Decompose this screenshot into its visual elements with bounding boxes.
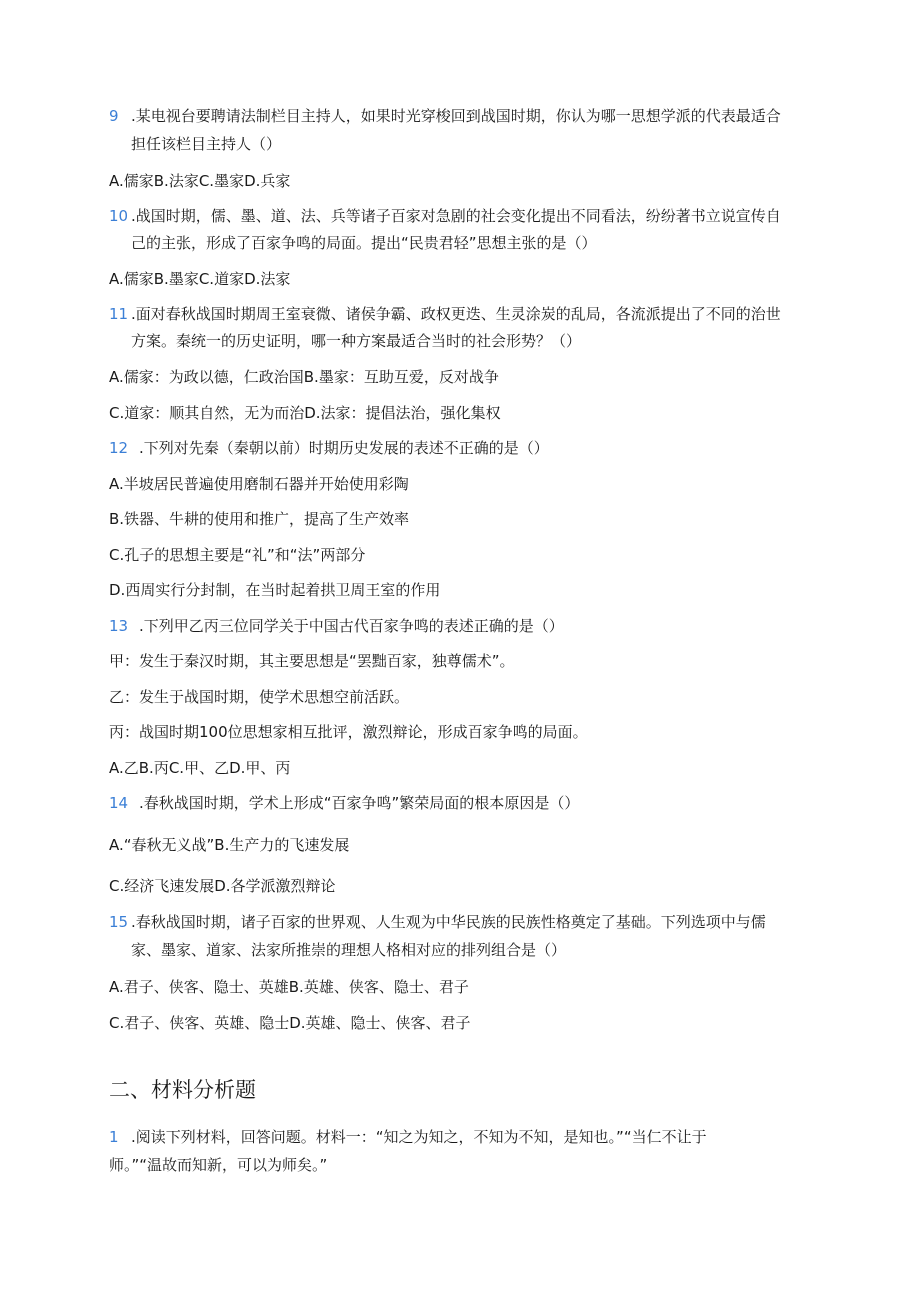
section-heading: 二、材料分析题 [109,1078,256,1102]
q9-stem-line2: 担任该栏目主持人（） [131,135,282,153]
s2-q1-number: 1 [109,1128,119,1146]
q10-options: A.儒家B.墨家C.道家D.法家 [109,270,291,288]
q15-number: 15 [109,913,129,931]
q15-stem-text: .春秋战国时期，诸子百家的世界观、人生观为中华民族的民族性格奠定了基础。下列选项中与儒 [131,913,766,931]
q13-stem-line1 [109,616,564,636]
q11-stem-line2: 方案。秦统一的历史证明，哪一种方案最适合当时的社会形势？（） [131,332,582,350]
q11-options-line2: C.道家：顺其自然，无为而治D.法家：提倡法治，强化集权 [109,404,501,422]
q12-option-d: D.西周实行分封制，在当时起着拱卫周王室的作用 [109,581,441,599]
q12-number: 12 [109,439,129,457]
q10-stem-line1 [109,206,781,226]
q14-stem-text: .春秋战国时期，学术上形成“百家争鸣”繁荣局面的根本原因是（） [139,794,580,812]
q14-number: 14 [109,794,129,812]
q10-stem-text: .战国时期，儒、墨、道、法、兵等诸子百家对急剧的社会变化提出不同看法，纷纷著书立说宣传自 [131,207,781,225]
q10-number: 10 [109,207,129,225]
q13-statement-yi: 乙：发生于战国时期，使学术思想空前活跃。 [109,688,410,706]
q12-option-b: B.铁器、牛耕的使用和推广，提高了生产效率 [109,510,410,528]
q13-options: A.乙B.丙C.甲、乙D.甲、丙 [109,759,291,777]
q12-option-c: C.孔子的思想主要是“礼”和“法”两部分 [109,546,366,564]
q13-statement-jia: 甲：发生于秦汉时期，其主要思想是“罢黜百家，独尊儒术”。 [109,652,515,670]
q11-number: 11 [109,305,129,323]
q11-stem-text: .面对春秋战国时期周王室衰微、诸侯争霸、政权更迭、生灵涂炭的乱局，各流派提出了不同的治世 [131,305,781,323]
q12-stem-line1 [109,438,549,458]
q14-stem-line1 [109,793,579,813]
s2-q1-stem-line1 [109,1127,707,1147]
q9-stem-text: .某电视台要聘请法制栏目主持人，如果时光穿梭回到战国时期，你认为哪一思想学派的代表最适合 [131,107,781,125]
q9-number: 9 [109,107,119,125]
q15-stem-line2: 家、墨家、道家、法家所推崇的理想人格相对应的排列组合是（） [131,941,567,959]
q9-options: A.儒家B.法家C.墨家D.兵家 [109,172,291,190]
q13-number: 13 [109,617,129,635]
q14-options-line1: A.“春秋无义战”B.生产力的飞速发展 [109,836,350,854]
q11-stem-line1 [109,304,781,324]
q15-options-line2: C.君子、侠客、英雄、隐士D.英雄、隐士、侠客、君子 [109,1014,471,1032]
q12-stem-text: .下列对先秦（秦朝以前）时期历史发展的表述不正确的是（） [139,439,549,457]
q10-stem-line2: 己的主张，形成了百家争鸣的局面。提出“民贵君轻”思想主张的是（） [131,234,597,252]
q13-stem-text: .下列甲乙丙三位同学关于中国古代百家争鸣的表述正确的是（） [139,617,564,635]
q14-options-line2: C.经济飞速发展D.各学派激烈辩论 [109,877,336,895]
q12-option-a: A.半坡居民普遍使用磨制石器并开始使用彩陶 [109,475,409,493]
q11-options-line1: A.儒家：为政以德，仁政治国B.墨家：互助互爱，反对战争 [109,368,499,386]
q15-stem-line1 [109,912,766,932]
q9-stem-line1 [109,106,781,126]
q15-options-line1: A.君子、侠客、隐士、英雄B.英雄、侠客、隐士、君子 [109,978,469,996]
q13-statement-bing: 丙：战国时期100位思想家相互批评，激烈辩论，形成百家争鸣的局面。 [109,723,588,741]
s2-q1-stem-text: .阅读下列材料，回答问题。材料一：“知之为知之，不知为不知，是知也。”“当仁不让于 [131,1128,707,1146]
s2-q1-stem-line2: 师。”“温故而知新，可以为师矣。” [109,1156,328,1174]
